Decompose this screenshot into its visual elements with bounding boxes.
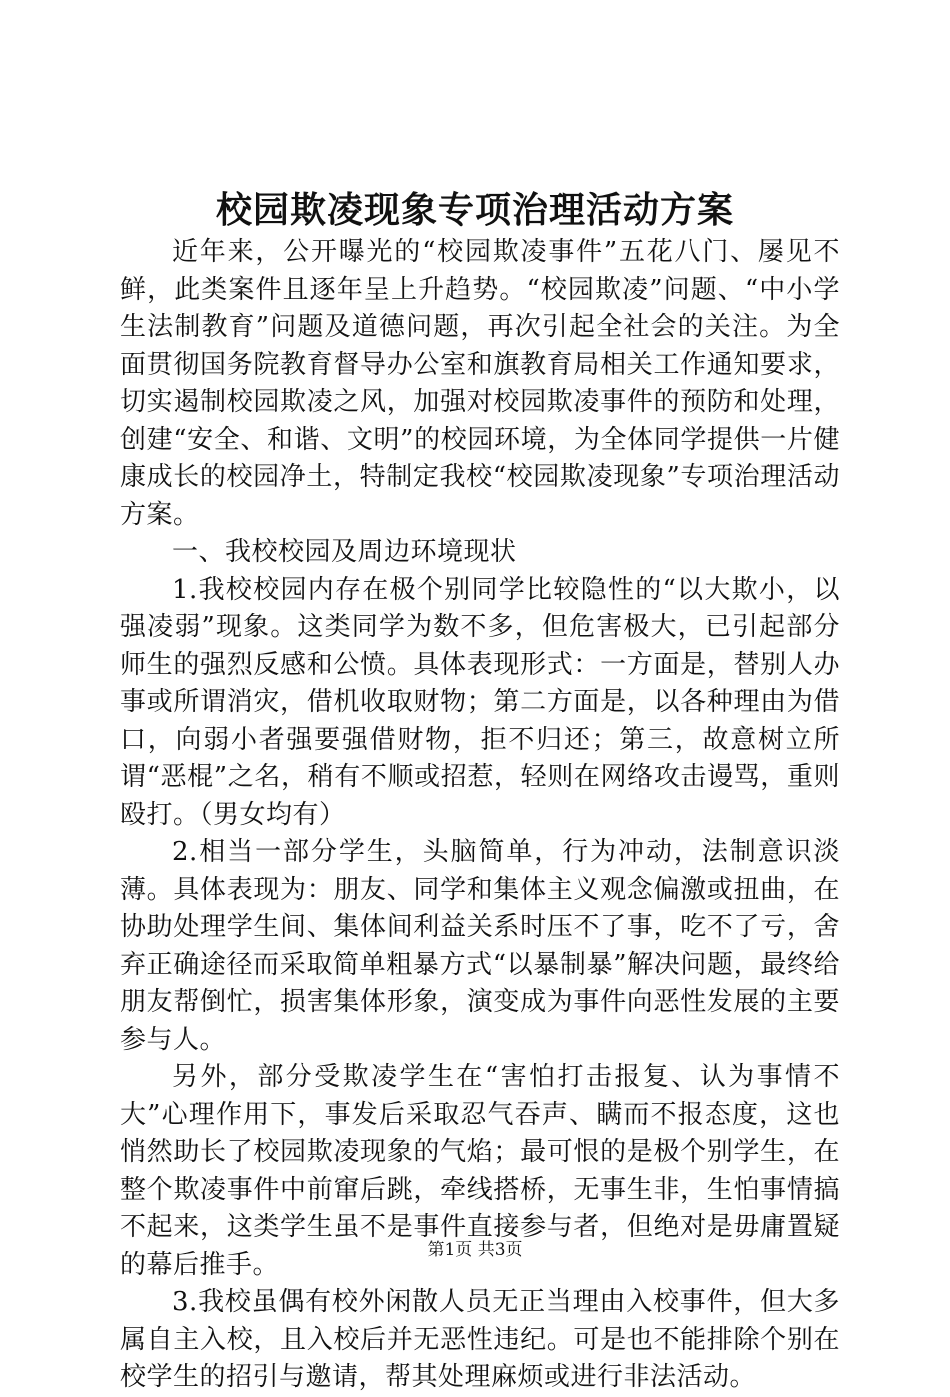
section-heading-1: 一、我校校园及周边环境现状 bbox=[172, 537, 517, 567]
paragraph-item-2: 2.相当一部分学生，头脑简单，行为冲动，法制意识淡薄。具体表现为：朋友、同学和集体主义观念偏激或扭曲，在协助处理学生间、集体间利益关系时压不了事，吃不了亏，舍弃正确途径而采取简单粗暴方式“以暴制暴”解决问题，最终给朋友帮倒忙，损害集体形象，演变成为事件向恶性发展的主要参与人。 bbox=[120, 837, 840, 1055]
paragraph-item-1: 1.我校校园内存在极个别同学比较隐性的“以大欺小，以强凌弱”现象。这类同学为数不多，但危害极大，已引起部分师生的强烈反感和公愤。具体表现形式：一方面是，替别人办事或所谓消灾，借机收取财物；第二方面是，以各种理由为借口，向弱小者强要强借财物，拒不归还；第三，故意树立所谓“恶棍”之名，稍有不顺或招惹，轻则在网络攻击谩骂，重则殴打。（男女均有） bbox=[120, 574, 840, 830]
paragraph-additional: 另外，部分受欺凌学生在“害怕打击报复、认为事情不大”心理作用下，事发后采取忍气吞声、瞒而不报态度，这也悄然助长了校园欺凌现象的气焰；最可恨的是极个别学生，在整个欺凌事件中前窜后跳，牵线搭桥，无事生非，生怕事情搞不起来，这类学生虽不是事件直接参与者，但绝对是毋庸置疑的幕后推手。 bbox=[120, 1062, 840, 1280]
page-number-footer: 第1页 共3页 bbox=[427, 1240, 523, 1260]
paragraph-item-3: 3.我校虽偶有校外闲散人员无正当理由入校事件，但大多属自主入校，且入校后并无恶性违纪。可是也不能排除个别在校学生的招引与邀请，帮其处理麻烦或进行非法活动。 bbox=[120, 1287, 840, 1392]
paragraph-intro: 近年来，公开曝光的“校园欺凌事件”五花八门、屡见不鲜，此类案件且逐年呈上升趋势。“校园欺凌”问题、“中小学生法制教育”问题及道德问题，再次引起全社会的关注。为全面贯彻国务院教育督导办公室和旗教育局相关工作通知要求，切实遏制校园欺凌之风，加强对校园欺凌事件的预防和处理，创建“安全、和谐、文明”的校园环境，为全体同学提供一片健康成长的校园净土，特制定我校“校园欺凌现象”专项治理活动方案。 bbox=[120, 237, 840, 530]
document-title: 校园欺凌现象专项治理活动方案 bbox=[215, 189, 734, 231]
document-body bbox=[120, 234, 840, 1397]
